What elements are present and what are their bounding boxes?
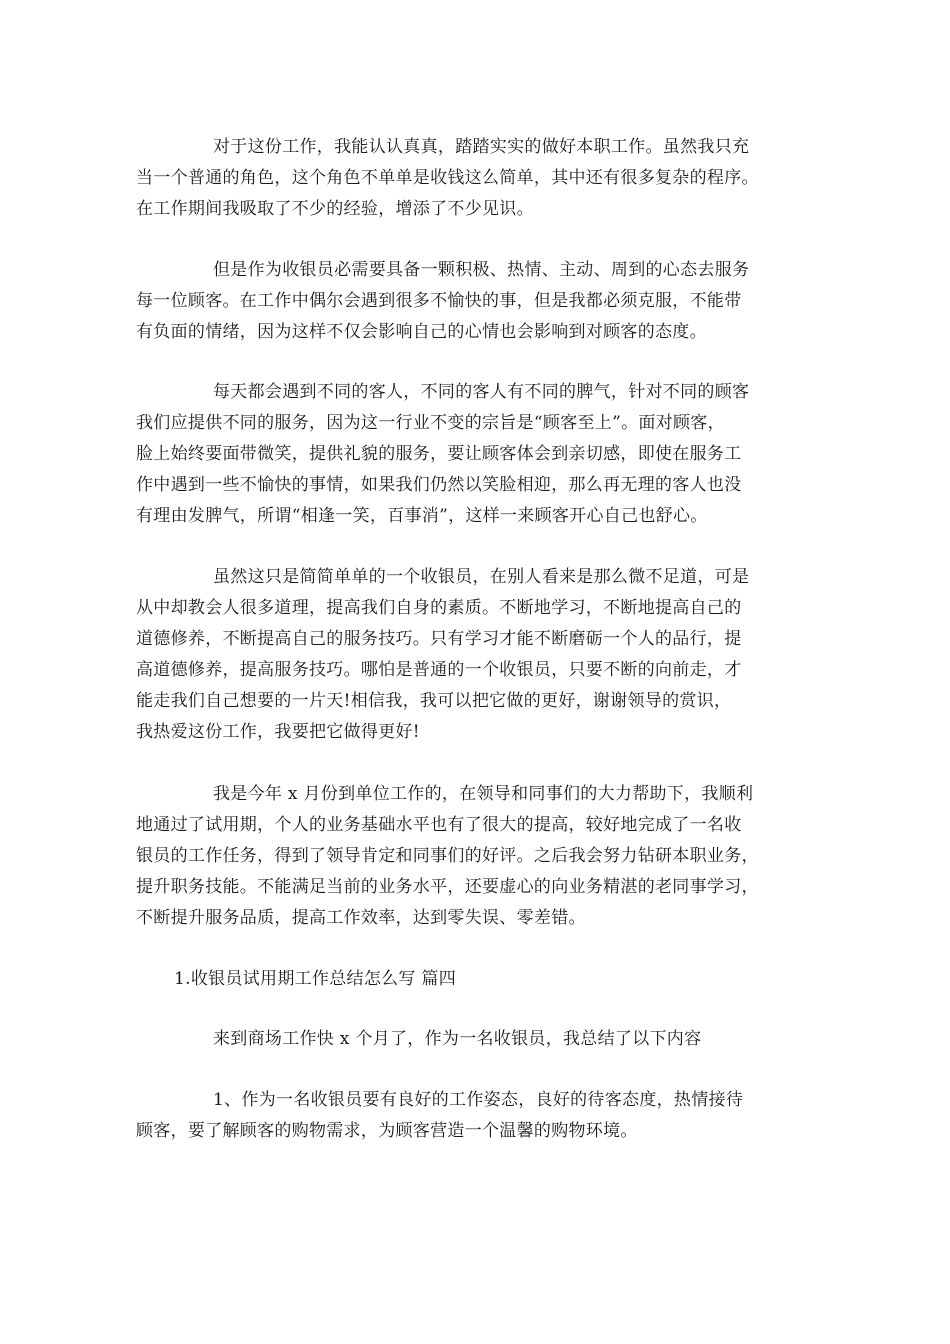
paragraph-line: 提升职务技能。不能满足当前的业务水平，还要虚心的向业务精湛的老同事学习， bbox=[136, 877, 759, 897]
paragraph-line: 银员的工作任务，得到了领导肯定和同事们的好评。之后我会努力钻研本职业务， bbox=[136, 846, 759, 866]
paragraph-line: 但是作为收银员必需要具备一颗积极、热情、主动、周到的心态去服务 bbox=[213, 260, 750, 280]
paragraph-3 bbox=[136, 377, 816, 532]
paragraph-7 bbox=[136, 1085, 816, 1147]
paragraph-line: 虽然这只是简简单单的一个收银员，在别人看来是那么微不足道，可是 bbox=[213, 567, 750, 587]
paragraph-6 bbox=[136, 1024, 816, 1055]
paragraph-line: 脸上始终要面带微笑，提供礼貌的服务，要让顾客体会到亲切感，即使在服务工 bbox=[136, 444, 742, 464]
paragraph-2 bbox=[136, 255, 816, 348]
paragraph-line: 来到商场工作快 x 个月了，作为一名收银员，我总结了以下内容 bbox=[213, 1029, 702, 1049]
paragraph-line: 地通过了试用期，个人的业务基础水平也有了很大的提高，较好地完成了一名收 bbox=[136, 815, 742, 835]
paragraph-line: 高道德修养，提高服务技巧。哪怕是普通的一个收银员，只要不断的向前走，才 bbox=[136, 660, 742, 680]
paragraph-line: 每天都会遇到不同的客人，不同的客人有不同的脾气，针对不同的顾客 bbox=[213, 382, 750, 402]
paragraph-line: 我是今年 x 月份到单位工作的，在领导和同事们的大力帮助下，我顺利 bbox=[213, 784, 754, 804]
paragraph-line: 有负面的情绪，因为这样不仅会影响自己的心情也会影响到对顾客的态度。 bbox=[136, 322, 707, 342]
paragraph-line: 顾客，要了解顾客的购物需求，为顾客营造一个温馨的购物环境。 bbox=[136, 1121, 638, 1141]
paragraph-line: 道德修养，不断提高自己的服务技巧。只有学习才能不断磨砺一个人的品行，提 bbox=[136, 629, 742, 649]
paragraph-1 bbox=[136, 132, 816, 225]
paragraph-line: 能走我们自己想要的一片天!相信我，我可以把它做的更好，谢谢领导的赏识， bbox=[136, 691, 732, 711]
paragraph-line: 作中遇到一些不愉快的事情，如果我们仍然以笑脸相迎，那么再无理的客人也没 bbox=[136, 475, 742, 495]
section-heading-text: 1.收银员试用期工作总结怎么写 篇四 bbox=[174, 969, 457, 989]
paragraph-line: 我热爱这份工作，我要把它做得更好! bbox=[136, 722, 420, 742]
paragraph-line: 从中却教会人很多道理，提高我们自身的素质。不断地学习，不断地提高自己的 bbox=[136, 598, 742, 618]
paragraph-4 bbox=[136, 562, 816, 748]
paragraph-line: 不断提升服务品质，提高工作效率，达到零失误、零差错。 bbox=[136, 908, 586, 928]
paragraph-line: 我们应提供不同的服务，因为这一行业不变的宗旨是“顾客至上”。面对顾客， bbox=[136, 413, 725, 433]
paragraph-line: 对于这份工作，我能认认真真，踏踏实实的做好本职工作。虽然我只充 bbox=[213, 137, 750, 157]
paragraph-line: 在工作期间我吸取了不少的经验，增添了不少见识。 bbox=[136, 199, 534, 219]
paragraph-line: 每一位顾客。在工作中偶尔会遇到很多不愉快的事，但是我都必须克服，不能带 bbox=[136, 291, 742, 311]
paragraph-5 bbox=[136, 779, 816, 934]
paragraph-line: 当一个普通的角色，这个角色不单单是收钱这么简单，其中还有很多复杂的程序。 bbox=[136, 168, 759, 188]
paragraph-line: 1、作为一名收银员要有良好的工作姿态，良好的待客态度，热情接待 bbox=[213, 1090, 744, 1110]
paragraph-line: 有理由发脾气，所谓“相逢一笑，百事消”，这样一来顾客开心自己也舒心。 bbox=[136, 506, 708, 526]
section-heading bbox=[174, 964, 854, 995]
